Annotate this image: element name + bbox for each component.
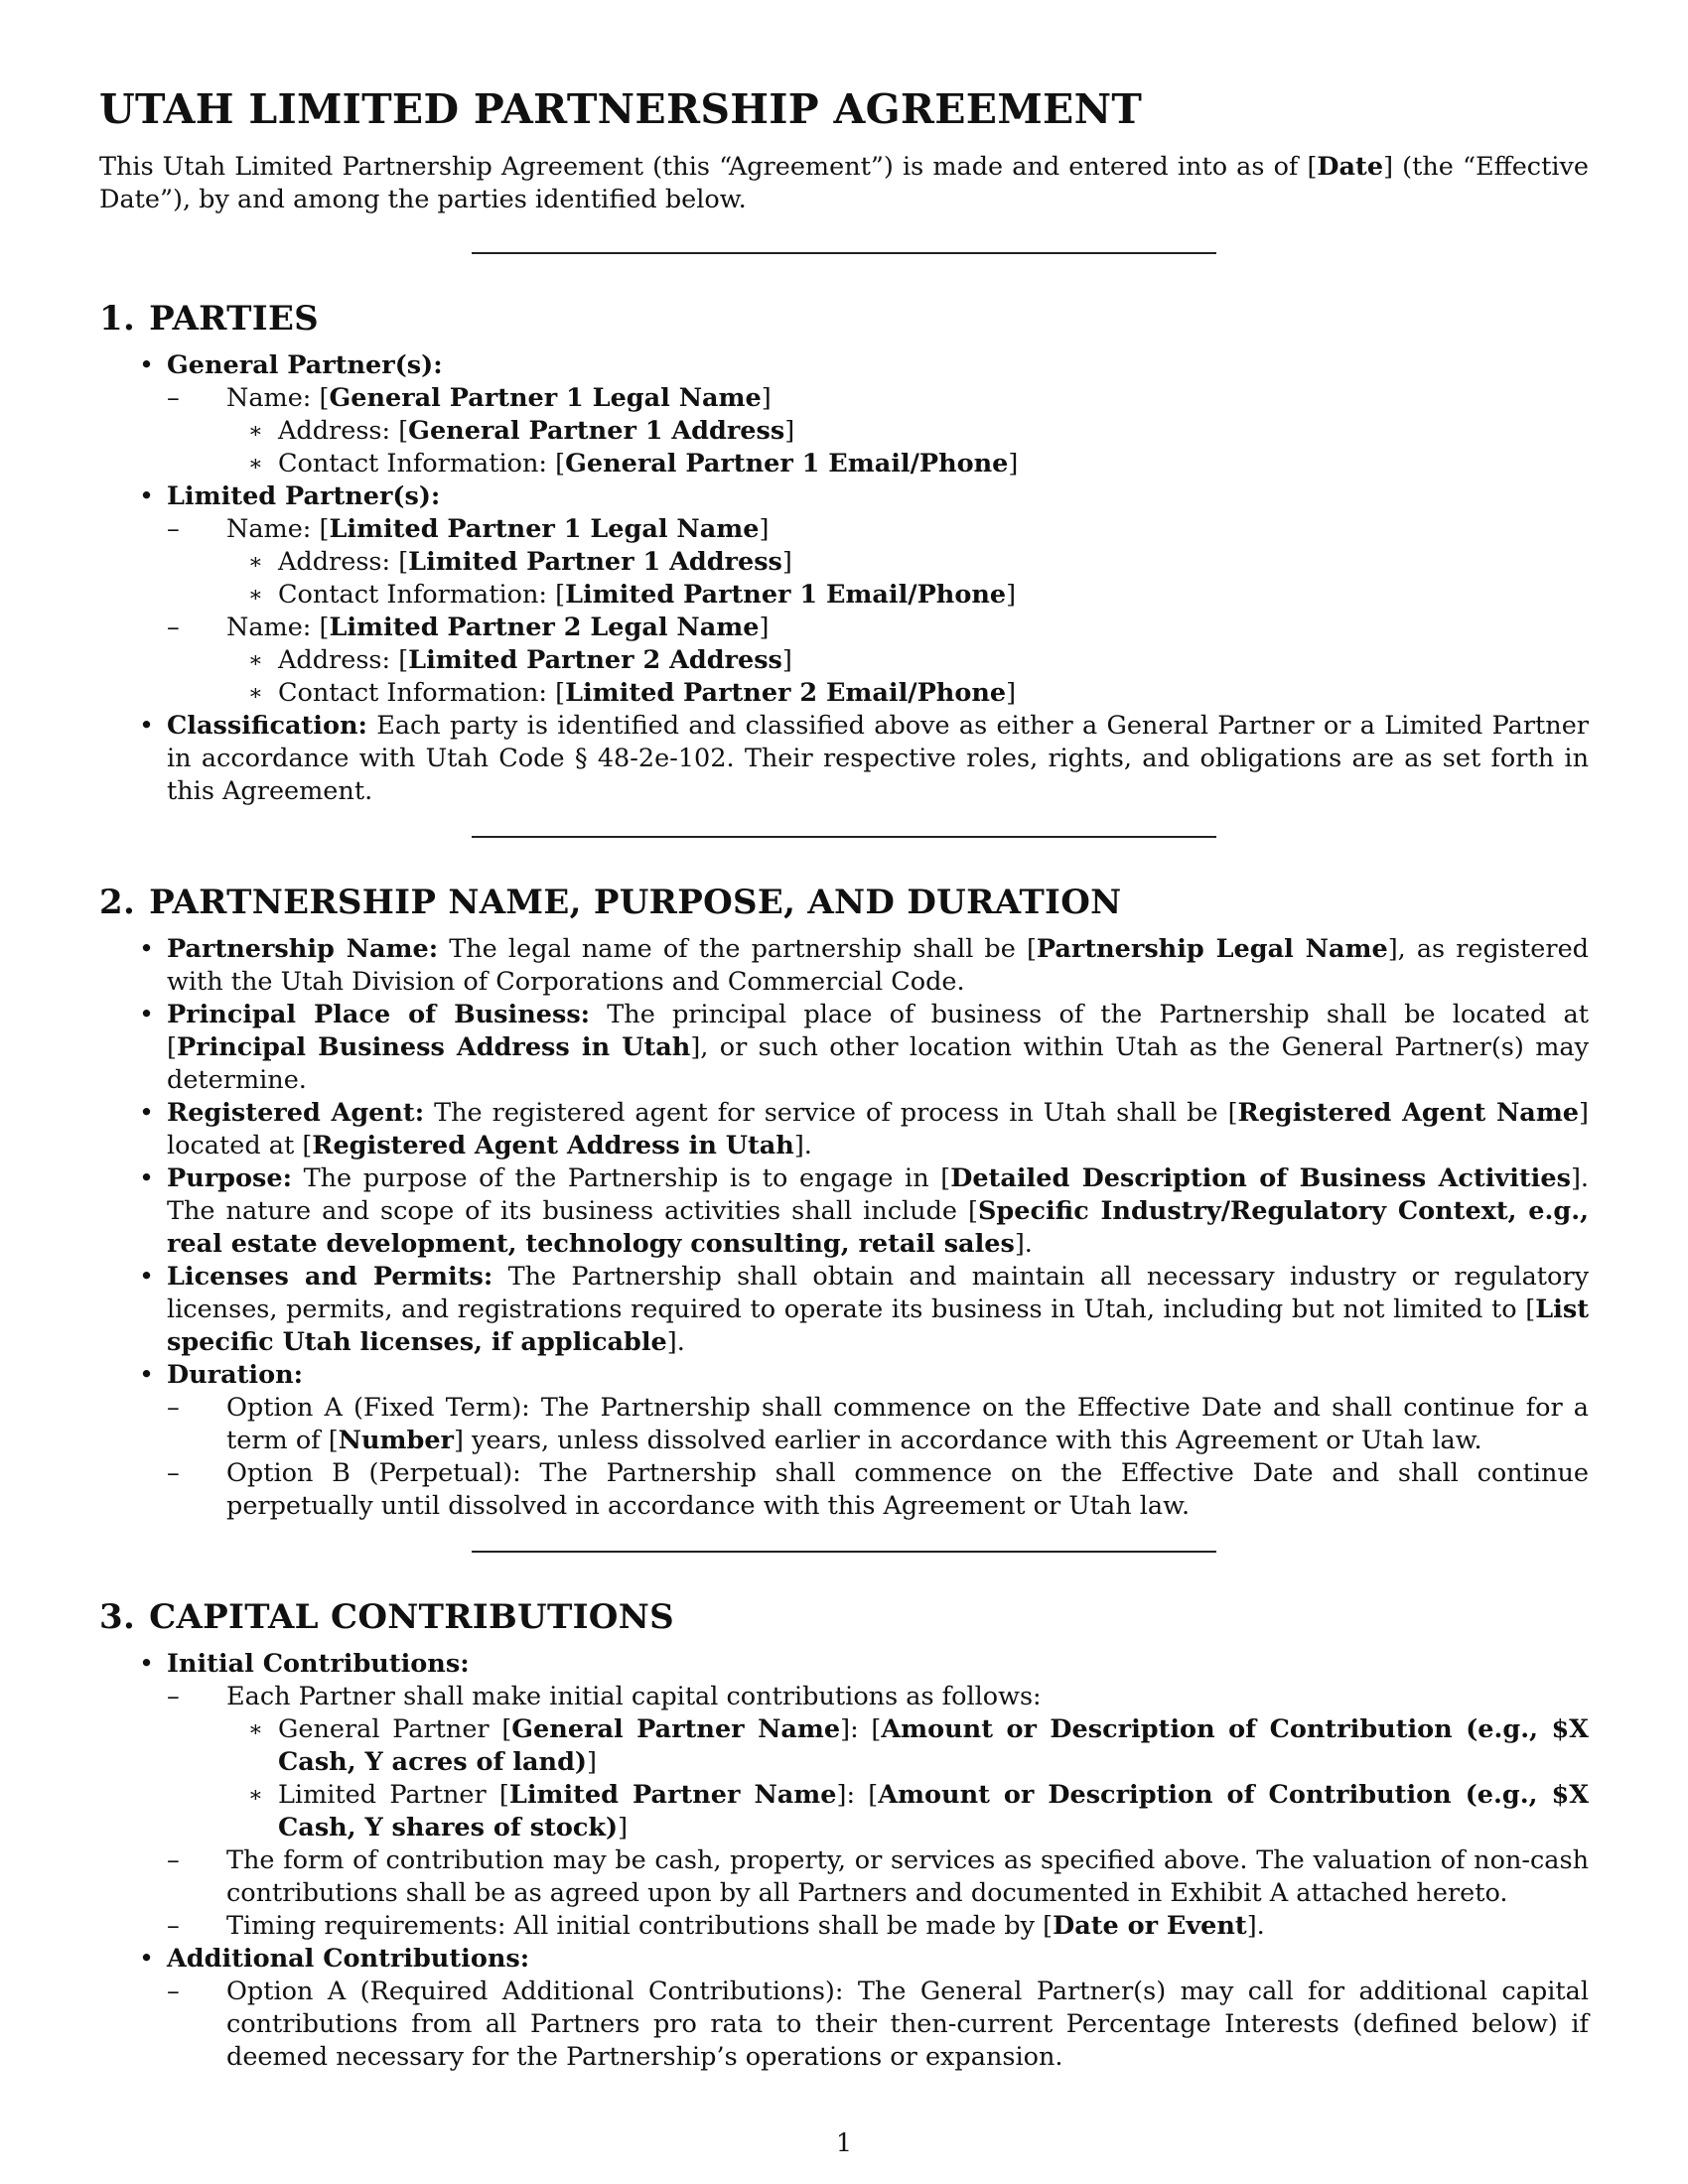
section-number: 3. — [99, 1597, 136, 1637]
list-item — [226, 546, 1589, 579]
label-text: Name: [ — [226, 514, 330, 544]
bracket: ] — [761, 383, 772, 413]
list-item — [99, 710, 1589, 808]
body-text: General Partner [ — [278, 1714, 512, 1744]
body-text: Option A (Fixed Term): The Partnership shall commence on the Effective Date and shall continue for a term of [ — [226, 1393, 1589, 1455]
list-item — [167, 513, 1589, 612]
bracket: ] — [759, 613, 770, 642]
list-item — [167, 382, 1589, 480]
additional-contributions-label: Additional Contributions: — [167, 1944, 530, 1974]
business-activities-placeholder: Detailed Description of Business Activities — [950, 1163, 1571, 1193]
list-item — [167, 1910, 1589, 1943]
general-partners-label: General Partner(s): — [167, 350, 443, 380]
principal-address-placeholder: Principal Business Address in Utah — [176, 1032, 691, 1062]
sublist — [167, 382, 1589, 480]
body-text: ]. — [793, 1131, 812, 1160]
agent-address-placeholder: Registered Agent Address in Utah — [312, 1131, 794, 1160]
gp1-contact-placeholder: General Partner 1 Email/Phone — [565, 449, 1009, 478]
gp-name-placeholder: General Partner Name — [511, 1714, 841, 1744]
bracket: ] — [1006, 678, 1017, 708]
sublist — [226, 415, 1589, 480]
sublist — [167, 1392, 1589, 1523]
list-item — [226, 677, 1589, 710]
label-text: Name: [ — [226, 383, 330, 413]
document-title: UTAH LIMITED PARTNERSHIP AGREEMENT — [99, 85, 1143, 133]
gp1-name-placeholder: General Partner 1 Legal Name — [329, 383, 762, 413]
section-3-heading — [99, 1596, 1589, 1638]
licenses-placeholder: List specific Utah licenses, if applicable — [167, 1295, 1589, 1357]
lp1-contact-placeholder: Limited Partner 1 Email/Phone — [565, 580, 1007, 610]
bracket: ] — [759, 514, 770, 544]
body-text: Timing requirements: All initial contributions shall be made by [ — [226, 1911, 1054, 1941]
label-text: Name: [ — [226, 613, 330, 642]
list-item — [99, 1648, 1589, 1943]
body-text: ]: [ — [840, 1714, 882, 1744]
bracket: ] — [781, 547, 792, 577]
bracket: ] — [1006, 580, 1017, 610]
lp2-address-placeholder: Limited Partner 2 Address — [408, 645, 782, 675]
initial-contributions-label: Initial Contributions: — [167, 1649, 470, 1679]
list-item — [99, 1261, 1589, 1359]
list-item — [99, 1162, 1589, 1261]
body-text: ]. — [666, 1327, 685, 1357]
label-text: Contact Information: [ — [278, 678, 566, 708]
section-number: 2. — [99, 883, 136, 922]
lp-contribution-placeholder: Amount or Description of Contribution (e.g., $X Cash, Y shares of stock) — [278, 1780, 1589, 1843]
body-text: The legal name of the partnership shall be [ — [438, 934, 1037, 964]
limited-partners-label: Limited Partner(s): — [167, 481, 441, 511]
sublist — [226, 546, 1589, 612]
label-text: Address: [ — [278, 416, 409, 446]
body-text: ]. — [1014, 1229, 1033, 1259]
body-text: ] — [618, 1813, 629, 1843]
section-divider — [472, 1551, 1216, 1553]
sublist — [167, 1681, 1589, 1943]
list-item — [226, 415, 1589, 448]
page-number: 1 — [835, 2128, 853, 2158]
label-text: Contact Information: [ — [278, 449, 566, 478]
partnership-name-placeholder: Partnership Legal Name — [1036, 934, 1388, 964]
body-text: Option A (Required Additional Contributions): The General Partner(s) may call for additional capital contributions from all Partners pro rata to their then-current Percentage Interests (defined below) if deemed necessary for the Partnership’s operations or expansion. — [226, 1977, 1589, 2072]
lp-name-placeholder: Limited Partner Name — [508, 1780, 837, 1810]
list-item — [167, 1681, 1589, 1844]
label-text: Address: [ — [278, 547, 409, 577]
list-item — [226, 579, 1589, 612]
body-text: The principal place of business of the Partnership shall be located at [ — [167, 1000, 1589, 1062]
list-item — [99, 480, 1589, 710]
lp1-name-placeholder: Limited Partner 1 Legal Name — [329, 514, 760, 544]
body-text: ], or such other location within Utah as the General Partner(s) may determine. — [167, 1032, 1589, 1095]
list-item — [167, 1844, 1589, 1910]
list-item — [99, 999, 1589, 1097]
partnership-details-list — [99, 933, 1589, 1523]
section-title: PARTNERSHIP NAME, PURPOSE, AND DURATION — [149, 883, 1122, 922]
capital-contributions-list — [99, 1648, 1589, 2074]
body-text: The Partnership shall obtain and maintain all necessary industry or regulatory licenses, permits, and registrations required to operate its business in Utah, including but not limited to [ — [167, 1262, 1590, 1324]
body-text: ] years, unless dissolved earlier in accordance with this Agreement or Utah law. — [454, 1426, 1482, 1455]
body-text: ] located at [ — [167, 1098, 1589, 1160]
intro-date-placeholder: Date — [1317, 152, 1384, 182]
registered-agent-label: Registered Agent: — [167, 1098, 425, 1128]
agent-name-placeholder: Registered Agent Name — [1237, 1098, 1580, 1128]
sublist — [167, 1976, 1589, 2074]
body-text: ] — [587, 1747, 597, 1777]
section-2-heading — [99, 882, 1589, 923]
body-text: Option B (Perpetual): The Partnership shall commence on the Effective Date and shall continue perpetually until dissolved in accordance with this Agreement or Utah law. — [226, 1458, 1589, 1521]
list-item — [99, 933, 1589, 999]
duration-label: Duration: — [167, 1360, 304, 1390]
gp1-address-placeholder: General Partner 1 Address — [408, 416, 785, 446]
list-item — [226, 644, 1589, 677]
bracket: ] — [1008, 449, 1019, 478]
section-number: 1. — [99, 299, 136, 339]
lp2-contact-placeholder: Limited Partner 2 Email/Phone — [565, 678, 1007, 708]
list-item — [99, 349, 1589, 480]
intro-paragraph — [99, 151, 1589, 216]
intro-text-1: This Utah Limited Partnership Agreement (this “Agreement”) is made and entered into as of [ — [99, 152, 1318, 182]
list-item — [99, 1359, 1589, 1523]
intro-text-2: ] (the “Effective Date”), by and among the parties identified below. — [99, 152, 1589, 214]
term-years-placeholder: Number — [338, 1426, 454, 1455]
sublist — [226, 1713, 1589, 1844]
parties-list — [99, 349, 1589, 808]
body-text: The registered agent for service of process in Utah shall be [ — [424, 1098, 1238, 1128]
lp2-name-placeholder: Limited Partner 2 Legal Name — [329, 613, 760, 642]
purpose-label: Purpose: — [167, 1163, 292, 1193]
bracket: ] — [784, 416, 795, 446]
section-divider — [472, 252, 1216, 254]
body-text: Each Partner shall make initial capital contributions as follows: — [226, 1682, 1042, 1711]
section-title: CAPITAL CONTRIBUTIONS — [149, 1597, 674, 1637]
list-item — [167, 1457, 1589, 1523]
list-item — [99, 1943, 1589, 2074]
list-item — [226, 1713, 1589, 1779]
lp1-address-placeholder: Limited Partner 1 Address — [408, 547, 782, 577]
gp-contribution-placeholder: Amount or Description of Contribution (e.g., $X Cash, Y acres of land) — [278, 1714, 1589, 1777]
sublist — [167, 513, 1589, 710]
body-text: ]. The nature and scope of its business activities shall include [ — [167, 1163, 1589, 1226]
licenses-label: Licenses and Permits: — [167, 1262, 493, 1292]
body-text: The form of contribution may be cash, property, or services as specified above. The valuation of non-cash contributions shall be as agreed upon by all Partners and documented in Exhibit A attached hereto. — [226, 1845, 1589, 1908]
industry-context-placeholder: Specific Industry/Regulatory Context, e.g., real estate development, technology consulting, retail sales — [167, 1196, 1589, 1259]
section-1-heading — [99, 298, 1589, 340]
body-text: ]: [ — [836, 1780, 879, 1810]
list-item — [167, 1392, 1589, 1457]
body-text: ], as registered with the Utah Division of Corporations and Commercial Code. — [167, 934, 1589, 997]
body-text: ]. — [1246, 1911, 1265, 1941]
section-title: PARTIES — [149, 299, 320, 339]
list-item — [226, 1779, 1589, 1844]
body-text: The purpose of the Partnership is to engage in [ — [291, 1163, 951, 1193]
bracket: ] — [781, 645, 792, 675]
body-text: Limited Partner [ — [278, 1780, 509, 1810]
list-item — [167, 612, 1589, 710]
list-item — [226, 448, 1589, 480]
classification-label: Classification: — [167, 711, 367, 741]
partnership-name-label: Partnership Name: — [167, 934, 439, 964]
label-text: Address: [ — [278, 645, 409, 675]
principal-place-label: Principal Place of Business: — [167, 1000, 591, 1029]
classification-text: Each party is identified and classified above as either a General Partner or a Limited Partner in accordance with Utah Code § 48-2e-102. Their respective roles, rights, and obligations are as set forth in this Agreement. — [167, 711, 1589, 806]
sublist — [226, 644, 1589, 710]
section-divider — [472, 836, 1216, 838]
list-item — [167, 1976, 1589, 2074]
list-item — [99, 1097, 1589, 1162]
label-text: Contact Information: [ — [278, 580, 566, 610]
timing-placeholder: Date or Event — [1053, 1911, 1247, 1941]
